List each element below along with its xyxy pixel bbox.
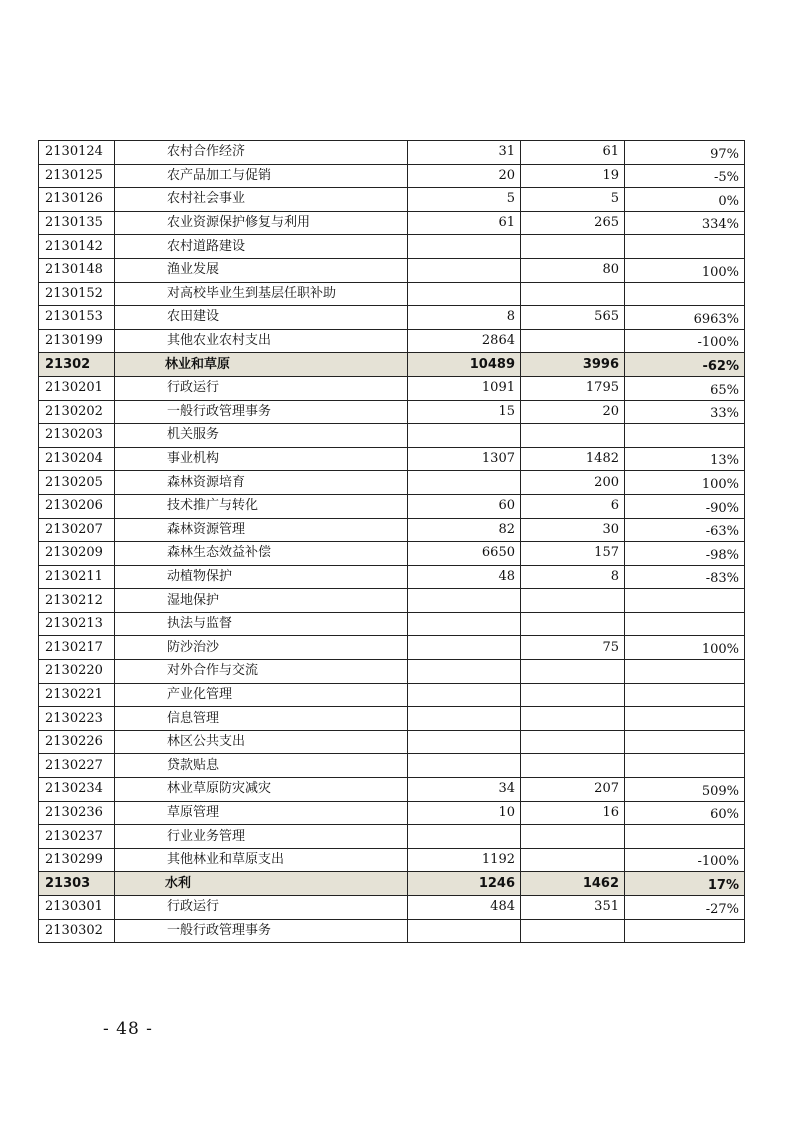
change-percent-cell [625, 754, 745, 778]
item-code-cell: 2130148 [39, 258, 115, 282]
item-name-cell: 林业和草原 [115, 353, 408, 377]
current-value-cell [521, 730, 625, 754]
table-row [39, 235, 745, 259]
current-value-cell: 16 [521, 801, 625, 825]
item-code-cell: 2130207 [39, 518, 115, 542]
item-name-cell: 农业资源保护修复与利用 [115, 211, 408, 235]
item-code-cell: 2130204 [39, 447, 115, 471]
table-row [39, 282, 745, 306]
current-value-cell [521, 707, 625, 731]
current-value-cell [521, 825, 625, 849]
prior-value-cell [408, 730, 521, 754]
item-name-cell: 行政运行 [115, 376, 408, 400]
table-row [39, 471, 745, 495]
item-name-cell: 一般行政管理事务 [115, 400, 408, 424]
budget-table [38, 140, 745, 943]
item-code-cell: 2130226 [39, 730, 115, 754]
prior-value-cell [408, 282, 521, 306]
item-name-cell: 产业化管理 [115, 683, 408, 707]
change-percent-cell: -98% [625, 542, 745, 566]
item-name-cell: 贷款贴息 [115, 754, 408, 778]
item-code-cell: 2130217 [39, 636, 115, 660]
item-name-cell: 执法与监督 [115, 612, 408, 636]
item-code-cell: 2130202 [39, 400, 115, 424]
table-row [39, 707, 745, 731]
prior-value-cell [408, 612, 521, 636]
change-percent-cell: 100% [625, 636, 745, 660]
change-percent-cell [625, 919, 745, 943]
current-value-cell: 19 [521, 164, 625, 188]
change-percent-cell: 60% [625, 801, 745, 825]
table-row [39, 825, 745, 849]
table-row [39, 518, 745, 542]
item-code-cell: 2130126 [39, 188, 115, 212]
item-code-cell: 2130125 [39, 164, 115, 188]
category-summary-row [39, 353, 745, 377]
table-row [39, 141, 745, 165]
item-code-cell: 2130124 [39, 141, 115, 165]
prior-value-cell: 1091 [408, 376, 521, 400]
table-row [39, 164, 745, 188]
item-name-cell: 信息管理 [115, 707, 408, 731]
current-value-cell: 207 [521, 778, 625, 802]
change-percent-cell: 334% [625, 211, 745, 235]
change-percent-cell [625, 424, 745, 448]
prior-value-cell: 15 [408, 400, 521, 424]
item-code-cell: 2130223 [39, 707, 115, 731]
prior-value-cell [408, 683, 521, 707]
prior-value-cell [408, 471, 521, 495]
change-percent-cell: 6963% [625, 306, 745, 330]
prior-value-cell [408, 707, 521, 731]
prior-value-cell: 5 [408, 188, 521, 212]
change-percent-cell: 97% [625, 141, 745, 165]
current-value-cell: 80 [521, 258, 625, 282]
item-code-cell: 21302 [39, 353, 115, 377]
prior-value-cell: 6650 [408, 542, 521, 566]
table-row [39, 848, 745, 872]
table-body [39, 141, 745, 943]
table-row [39, 376, 745, 400]
prior-value-cell: 20 [408, 164, 521, 188]
prior-value-cell: 2864 [408, 329, 521, 353]
item-name-cell: 对高校毕业生到基层任职补助 [115, 282, 408, 306]
change-percent-cell: -90% [625, 494, 745, 518]
table-row [39, 896, 745, 920]
item-name-cell: 森林生态效益补偿 [115, 542, 408, 566]
change-percent-cell: -83% [625, 565, 745, 589]
table-row [39, 801, 745, 825]
change-percent-cell: -62% [625, 353, 745, 377]
prior-value-cell [408, 919, 521, 943]
change-percent-cell: -5% [625, 164, 745, 188]
prior-value-cell [408, 825, 521, 849]
change-percent-cell: 33% [625, 400, 745, 424]
item-code-cell: 2130205 [39, 471, 115, 495]
item-code-cell: 2130153 [39, 306, 115, 330]
item-name-cell: 机关服务 [115, 424, 408, 448]
item-code-cell: 2130213 [39, 612, 115, 636]
table-row [39, 258, 745, 282]
item-name-cell: 森林资源管理 [115, 518, 408, 542]
current-value-cell: 20 [521, 400, 625, 424]
item-code-cell: 21303 [39, 872, 115, 896]
current-value-cell: 8 [521, 565, 625, 589]
change-percent-cell: 65% [625, 376, 745, 400]
table-row [39, 919, 745, 943]
item-name-cell: 技术推广与转化 [115, 494, 408, 518]
item-name-cell: 渔业发展 [115, 258, 408, 282]
item-name-cell: 事业机构 [115, 447, 408, 471]
change-percent-cell: -63% [625, 518, 745, 542]
item-name-cell: 草原管理 [115, 801, 408, 825]
current-value-cell: 3996 [521, 353, 625, 377]
item-code-cell: 2130212 [39, 589, 115, 613]
current-value-cell [521, 235, 625, 259]
item-name-cell: 农村社会事业 [115, 188, 408, 212]
item-name-cell: 农产品加工与促销 [115, 164, 408, 188]
item-code-cell: 2130152 [39, 282, 115, 306]
prior-value-cell: 10 [408, 801, 521, 825]
table-row [39, 683, 745, 707]
change-percent-cell: 509% [625, 778, 745, 802]
table-row [39, 636, 745, 660]
table-row [39, 778, 745, 802]
prior-value-cell [408, 235, 521, 259]
item-code-cell: 2130302 [39, 919, 115, 943]
prior-value-cell [408, 754, 521, 778]
table-row [39, 211, 745, 235]
item-name-cell: 对外合作与交流 [115, 660, 408, 684]
item-code-cell: 2130135 [39, 211, 115, 235]
current-value-cell: 1795 [521, 376, 625, 400]
table-row [39, 424, 745, 448]
category-summary-row [39, 872, 745, 896]
current-value-cell: 75 [521, 636, 625, 660]
change-percent-cell: 100% [625, 258, 745, 282]
current-value-cell: 157 [521, 542, 625, 566]
current-value-cell [521, 612, 625, 636]
current-value-cell [521, 660, 625, 684]
item-name-cell: 林业草原防灾减灾 [115, 778, 408, 802]
current-value-cell: 6 [521, 494, 625, 518]
change-percent-cell [625, 730, 745, 754]
change-percent-cell: 0% [625, 188, 745, 212]
current-value-cell [521, 754, 625, 778]
item-name-cell: 湿地保护 [115, 589, 408, 613]
item-code-cell: 2130236 [39, 801, 115, 825]
change-percent-cell [625, 707, 745, 731]
item-code-cell: 2130211 [39, 565, 115, 589]
item-code-cell: 2130206 [39, 494, 115, 518]
item-name-cell: 其他农业农村支出 [115, 329, 408, 353]
change-percent-cell [625, 660, 745, 684]
table-row [39, 400, 745, 424]
prior-value-cell: 1192 [408, 848, 521, 872]
change-percent-cell: 100% [625, 471, 745, 495]
item-code-cell: 2130301 [39, 896, 115, 920]
table-row [39, 565, 745, 589]
change-percent-cell: 13% [625, 447, 745, 471]
current-value-cell: 265 [521, 211, 625, 235]
table-row [39, 660, 745, 684]
prior-value-cell [408, 636, 521, 660]
table-row [39, 188, 745, 212]
item-name-cell: 森林资源培育 [115, 471, 408, 495]
item-name-cell: 林区公共支出 [115, 730, 408, 754]
item-name-cell: 动植物保护 [115, 565, 408, 589]
current-value-cell: 565 [521, 306, 625, 330]
item-code-cell: 2130227 [39, 754, 115, 778]
table-row [39, 447, 745, 471]
prior-value-cell [408, 660, 521, 684]
table-row [39, 542, 745, 566]
current-value-cell: 1462 [521, 872, 625, 896]
prior-value-cell [408, 589, 521, 613]
change-percent-cell [625, 825, 745, 849]
current-value-cell [521, 919, 625, 943]
item-name-cell: 水利 [115, 872, 408, 896]
item-name-cell: 防沙治沙 [115, 636, 408, 660]
item-code-cell: 2130220 [39, 660, 115, 684]
prior-value-cell: 8 [408, 306, 521, 330]
current-value-cell: 5 [521, 188, 625, 212]
change-percent-cell: -100% [625, 848, 745, 872]
current-value-cell: 61 [521, 141, 625, 165]
current-value-cell [521, 848, 625, 872]
current-value-cell [521, 424, 625, 448]
current-value-cell [521, 282, 625, 306]
prior-value-cell: 48 [408, 565, 521, 589]
item-name-cell: 农田建设 [115, 306, 408, 330]
item-code-cell: 2130199 [39, 329, 115, 353]
change-percent-cell: 17% [625, 872, 745, 896]
item-code-cell: 2130299 [39, 848, 115, 872]
change-percent-cell [625, 282, 745, 306]
prior-value-cell: 10489 [408, 353, 521, 377]
current-value-cell: 30 [521, 518, 625, 542]
item-name-cell: 农村道路建设 [115, 235, 408, 259]
item-code-cell: 2130234 [39, 778, 115, 802]
prior-value-cell: 82 [408, 518, 521, 542]
prior-value-cell: 61 [408, 211, 521, 235]
item-code-cell: 2130221 [39, 683, 115, 707]
table-row [39, 306, 745, 330]
prior-value-cell [408, 424, 521, 448]
table-row [39, 494, 745, 518]
item-name-cell: 一般行政管理事务 [115, 919, 408, 943]
table-row [39, 589, 745, 613]
item-name-cell: 行业业务管理 [115, 825, 408, 849]
current-value-cell [521, 683, 625, 707]
item-code-cell: 2130203 [39, 424, 115, 448]
table-row [39, 612, 745, 636]
current-value-cell: 200 [521, 471, 625, 495]
prior-value-cell: 1307 [408, 447, 521, 471]
item-name-cell: 行政运行 [115, 896, 408, 920]
table-row [39, 754, 745, 778]
item-code-cell: 2130142 [39, 235, 115, 259]
prior-value-cell: 1246 [408, 872, 521, 896]
prior-value-cell: 31 [408, 141, 521, 165]
table-row [39, 730, 745, 754]
current-value-cell [521, 329, 625, 353]
change-percent-cell: -100% [625, 329, 745, 353]
current-value-cell: 351 [521, 896, 625, 920]
prior-value-cell: 60 [408, 494, 521, 518]
change-percent-cell [625, 683, 745, 707]
current-value-cell: 1482 [521, 447, 625, 471]
current-value-cell [521, 589, 625, 613]
prior-value-cell: 34 [408, 778, 521, 802]
item-code-cell: 2130237 [39, 825, 115, 849]
change-percent-cell: -27% [625, 896, 745, 920]
item-name-cell: 其他林业和草原支出 [115, 848, 408, 872]
item-name-cell: 农村合作经济 [115, 141, 408, 165]
item-code-cell: 2130201 [39, 376, 115, 400]
change-percent-cell [625, 235, 745, 259]
change-percent-cell [625, 589, 745, 613]
change-percent-cell [625, 612, 745, 636]
prior-value-cell: 484 [408, 896, 521, 920]
item-code-cell: 2130209 [39, 542, 115, 566]
table-row [39, 329, 745, 353]
page-number: - 48 - [103, 1019, 153, 1039]
prior-value-cell [408, 258, 521, 282]
